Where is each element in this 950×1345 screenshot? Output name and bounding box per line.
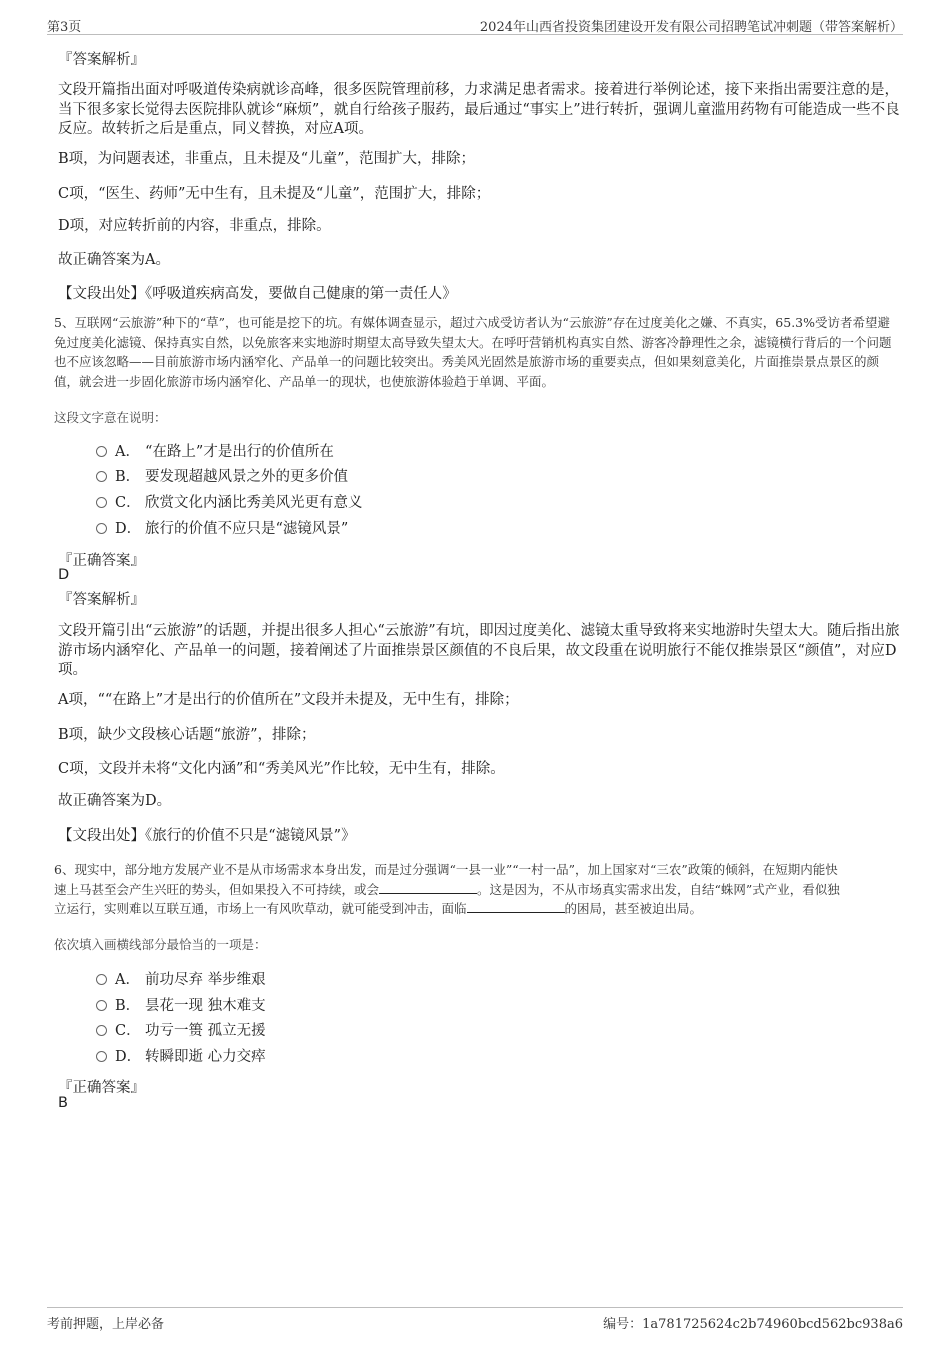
q6-option-d[interactable] [96,1047,266,1067]
q4-source: 【文段出处】《呼吸道疾病高发，要做自己健康的第一责任人》 [58,286,457,302]
q5-option-c[interactable] [96,493,363,513]
q6-option-b[interactable] [96,996,266,1016]
radio-icon[interactable] [96,1051,107,1062]
footer-slogan: 考前押题，上岸必备 [47,1317,165,1332]
q6-question-text [54,860,900,919]
option-letter: D． [115,521,142,537]
q5-analysis-label: 『答案解析』 [58,592,145,608]
option-letter: A． [115,972,140,988]
radio-icon[interactable] [96,1000,107,1011]
radio-icon[interactable] [96,523,107,534]
q4-analysis-c: C项，“医生、药师”无中生有，且未提及“儿童”，范围扩大，排除； [58,186,491,202]
option-letter: A． [115,444,140,460]
q5-analysis-a: A项，““在路上”才是出行的价值所在”文段并未提及，无中生有，排除； [58,692,519,708]
option-letter: C． [115,1023,141,1039]
option-text: 前功尽弃 举步维艰 [145,972,266,988]
q5-option-b[interactable] [96,467,348,487]
page-number: 第3页 [47,20,82,35]
q5-analysis-c: C项，文段并未将“文化内涵”和“秀美风光”作比较，无中生有，排除。 [58,761,505,777]
q4-analysis-label: 『答案解析』 [58,52,145,68]
radio-icon[interactable] [96,497,107,508]
fill-blank-1 [379,880,477,894]
q5-answer-label: 『正确答案』 [58,553,145,569]
fill-blank-2 [467,899,565,913]
q6-answer-label: 『正确答案』 [58,1080,145,1096]
radio-icon[interactable] [96,974,107,985]
option-text: 旅行的价值不应只是“滤镜风景” [145,521,349,537]
q6-line-2: 速上马甚至会产生兴旺的势头，但如果投入不可持续，或会 。这是因为，不从市场真实需求出发，自结“蛛网”式产业，看似独 [54,881,840,897]
option-text: 要发现超越风景之外的更多价值 [145,469,348,485]
q5-question-text: 5、互联网“云旅游”种下的“草”，也可能是挖下的坑。有媒体调查显示，超过六成受访者认为“云旅游”存在过度美化之嫌、不真实，65.3%受访者希望避免过度美化滤镜、保持真实自然，以免旅客来实地游时期望太高导致失望太大。在呼吁营销机构真实自然、游客冷静理性之余，滤镜横行背后的一个问题也不应该忽略——目前旅游市场内涵窄化、产品单一的问题比较突出。秀美风光固然是旅游市场的重要卖点，但如果刻意美化，片面推崇景点景区的颜值，就会进一步固化旅游市场内涵窄化、产品单一的现状，也使旅游体验趋于单调、平面。 [54,315,892,389]
q6-prompt: 依次填入画横线部分最恰当的一项是： [54,937,267,952]
q5-answer: D [58,567,70,583]
q6-option-c[interactable] [96,1021,266,1041]
page-header [47,14,903,35]
option-letter: B． [115,998,141,1014]
option-letter: C． [115,495,141,511]
option-letter: B． [115,469,141,485]
q5-option-d[interactable] [96,519,348,539]
q5-analysis-b: B项，缺少文段核心话题“旅游”，排除； [58,727,316,743]
radio-icon[interactable] [96,1025,107,1036]
radio-icon[interactable] [96,471,107,482]
q6-option-a[interactable] [96,970,266,990]
page-footer [47,1307,903,1332]
q6-line-1: 6、现实中，部分地方发展产业不是从市场需求本身出发，而是过分强调“一县一业”“一村一品”，加上国家对“三农”政策的倾斜，在短期内能快 [54,862,838,877]
radio-icon[interactable] [96,446,107,457]
q6-line-3: 立运行，实则难以互联互通，市场上一有风吹草动，就可能受到冲击，面临 的困局，甚至被迫出局。 [54,901,703,916]
option-text: “在路上”才是出行的价值所在 [145,444,334,460]
option-text: 昙花一现 独木难支 [145,998,266,1014]
q4-analysis-b: B项，为问题表述，非重点，且未提及“儿童”，范围扩大，排除； [58,151,475,167]
q5-conclusion: 故正确答案为D。 [58,793,172,809]
document-id: 编号：1a781725624c2b74960bcd562bc938a6 [603,1317,903,1332]
q6-answer: B [58,1095,68,1111]
q5-analysis-text: 文段开篇引出“云旅游”的话题，并提出很多人担心“云旅游”有坑，即因过度美化、滤镜太重导致将来实地游时失望太大。随后指出旅游市场内涵窄化、产品单一的问题，接着阐述了片面推崇景区颜值的不良后果，故文段重在说明旅行不能仅推崇景区“颜值”，对应D项。 [58,623,900,678]
q5-prompt: 这段文字意在说明： [54,410,167,425]
q4-analysis-text: 文段开篇指出面对呼吸道传染病就诊高峰，很多医院管理前移，力求满足患者需求。接着进行举例论述，接下来指出需要注意的是，当下很多家长觉得去医院排队就诊“麻烦”，就自行给孩子服药，最后通过“事实上”进行转折，强调儿童滥用药物有可能造成一些不良反应。故转折之后是重点，同义替换，对应A项。 [58,82,900,137]
option-text: 功亏一篑 孤立无援 [145,1023,266,1039]
option-text: 转瞬即逝 心力交瘁 [145,1049,266,1065]
q4-analysis-d: D项，对应转折前的内容，非重点，排除。 [58,218,331,234]
document-title: 2024年山西省投资集团建设开发有限公司招聘笔试冲刺题（带答案解析） [479,20,903,35]
option-text: 欣赏文化内涵比秀美风光更有意义 [145,495,363,511]
q5-source: 【文段出处】《旅行的价值不只是“滤镜风景”》 [58,828,356,844]
option-letter: D． [115,1049,142,1065]
q5-option-a[interactable] [96,442,334,462]
q4-conclusion: 故正确答案为A。 [58,252,170,268]
